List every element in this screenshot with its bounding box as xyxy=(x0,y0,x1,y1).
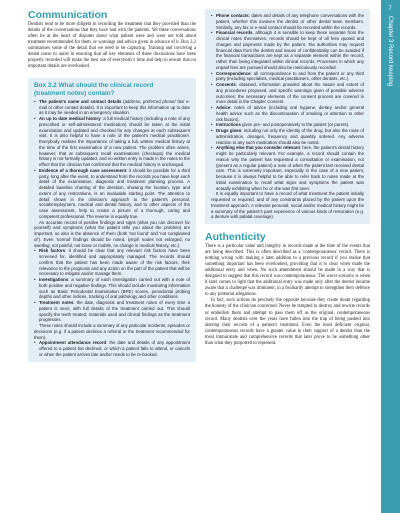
authenticity-paragraph-1: There is a particular value and integrity in records made at the time of the events that are being described. This is often described as a 'contemporaneous' record. There is nothing wrong with making a later addition to a previous record if you realise that something important has been overlooked, providing that it is clear when made the additional entry and when. No such amendment should be made in a way that is designed to suggest that this record was contemporaneous. The worst scenario is when it later comes to light that the additional entry was made only after the dentist became aware that a challenge was imminent, in a foolhardy attempt to strengthen their defence to any potential allegations. xyxy=(205,244,370,298)
box-list-3 xyxy=(34,340,190,357)
item-label: Advice xyxy=(216,105,231,110)
item-label: An up to date medical history xyxy=(39,116,101,122)
list-item xyxy=(34,300,190,323)
left-column xyxy=(28,9,196,362)
list-item xyxy=(34,116,190,168)
section-heading-authenticity: Authenticity xyxy=(205,231,266,243)
item-text: : dates and details of any telephone conversations with the patient, whether this involves the dentist or other dental team members. Similarly, any fax or e-mail contact should be recorded within the records. xyxy=(216,13,364,30)
box-3-2-continued xyxy=(205,9,370,224)
box-list-2 xyxy=(34,248,190,323)
item-text: , although it is sensible to keep these separate from the clinical notes themselves, records should be kept of all fees quoted and charges and payments made by the patient. Tax authorities may request financial data from the dentist and issues of confidentiality can be avoided if the financial transactions are kept as a separate element within the record, rather than being integrated within clinical records. Processes in which any unpaid fees are pursued should also be meticulously recorded. xyxy=(216,30,364,70)
box-list-continued xyxy=(211,13,364,191)
list-item xyxy=(34,168,190,220)
item-text: given pre- and postoperatively to the patient (or parent). xyxy=(240,122,350,128)
box-paragraph-history: It is equally important to have a record of what treatment the patient initially requested or required, and of any constraints placed by the patient upon the treatment approach. A relevant personal, social and/or medical history might be a summary of the patient's past experience of various kinds of restoration (e.g. a denture with palatal coverage). xyxy=(211,191,364,220)
item-text: : it should be possible for a third party, long after the event, to understand from the records you have kept each detail of the examination, diagnosis and treatment planning process. A detailed baseline charting of the dentition, showing the location, type and extent of any restorations, is an invaluable starting point. The attention to detail shown in the clinician's approach to the patient's personal, social/employment, medical and dental history, and to other aspects of the case assessment, help to create a picture of a thorough, caring and competent professional. The reverse is equally true. xyxy=(39,167,190,219)
list-item xyxy=(211,71,364,83)
list-item xyxy=(211,105,364,122)
item-text: : a full medical history (including a note of any prescribed or self-administered medication) should be taken at the initial examination and updated and checked for any changes at each subsequent visit. It is also helpful to have a note of the patient's medical practitioner. Everybody realises the importance of taking a full, written medical history at the time of the first examination of a new patient. The problem often arises, however, that at subsequent recall examinations (checkups) the medical history is not formally updated, and no written entry is made in the notes to the effect that the clinician has confirmed that the medical history is unchanged. xyxy=(39,116,190,168)
item-label: Instructions xyxy=(216,122,241,128)
list-item xyxy=(34,248,190,277)
list-item xyxy=(34,277,190,300)
box-paragraph-notes: These notes should include a summary of any particular incidents, episodes or decisions (e.g. if a patient declines a referral or the treatment recommended for them). xyxy=(34,323,190,340)
section-heading-communication: Communication xyxy=(28,9,108,21)
box-paragraph-findings: An accurate record of positive findings and signs (what you can discover for yourself) and symptoms (what the patient tells you about the problem) are important, so also is the absence of them (both 'not found' and 'not complained of'). Even 'normal' findings should be noted, lymph nodes not enlarged, no swelling, not painful, not loose or mobile, no change in medical history, etc.). xyxy=(34,219,190,248)
item-text: : it should be clear that any relevant risk factors have been screened for, identified and appropriately managed. The records should confirm that the patient has been made aware of the risk factors, their relevance to the prognosis and any action on the part of the patient that will be necessary to mitigate and/or manage them. xyxy=(39,248,190,277)
list-item xyxy=(211,30,364,70)
item-label: Risk factors xyxy=(39,248,66,254)
box-3-2 xyxy=(28,78,196,361)
item-text: : notes of advice (including oral hygiene, dietary and/or general health advice such as the discontinuation of smoking or attention to other risk factors). xyxy=(216,105,364,122)
authenticity-paragraph-2: In fact, such actions do precisely the opposite because they create doubt regarding the honesty of the clinician concerned. Never be tempted to destroy and rewrite records or embellish them and attempt to pass them off as the original, contemporaneous record. Many dentists over the years have fallen into the trap of being pushed into altering their records of a patient's treatment. Even the most deficient original, contemporaneous records have a greater value in their support of a dentist than the most immaculate and comprehensive records that later prove to be something other than what they purported to represent. xyxy=(205,298,370,346)
list-item xyxy=(34,99,190,116)
item-label: Drugs given xyxy=(216,128,242,133)
item-label: Treatment notes xyxy=(39,300,74,306)
item-text: (address, preferred phone/ fax/ e-mail or other contact details). It is important to keep this information up to date as it may be needed in an emergency situation. xyxy=(39,98,190,116)
list-item xyxy=(211,82,364,105)
box-title xyxy=(34,82,190,96)
item-text: : including not only the identity of the drug, but also the route of administration, dosages, frequency and quantity ordered. Any adverse reaction to any such medication should also be noted. xyxy=(216,128,365,145)
list-item xyxy=(211,13,364,30)
list-item xyxy=(211,145,364,191)
box-title-line-1: Box 3.2 What should the clinical record xyxy=(34,82,154,90)
item-label: Phone contacts xyxy=(216,13,249,18)
chapter-label: Chapter 3 Record keeping xyxy=(387,16,393,87)
item-text: : the date, diagnosis and treatment notes of every time a patient is seen, with full details of the treatment carried out. This should specify the teeth treated, materials used and clinical findings as the treatment progresses. xyxy=(39,300,190,323)
box-title-line-2: (treatment notes) contain? xyxy=(34,89,115,97)
item-label: Investigations xyxy=(39,277,69,283)
communication-paragraph: Dentists tend to be more diligent in recording the treatment that they provided than the details of the conversations that they have had with the patients. Yet these conversations often lie at the heart of disputes about what patient were and were not told about treatment recommended for them, or warnings and advice given in advance of it. Box 3.2 summarises some of the detail that we need to be capturing. Training and involving a dental nurse to assist in ensuring that all key elements of these discussions have been properly recorded will make the best use of everybody's time and help to ensure that no important details are overlooked. xyxy=(28,22,196,70)
item-text: : here, the patient's dental history might be particularly relevant. For example, a record should contain the reason why the patient has requested a consultation or examination, not (present as a regular patient) a note of when the patient last received dental care. This is extremely important, especially in the case of a new patient, because it is always helpful to be able to refer back to notes made at the initial examination to recall what signs and symptoms the patient was actually exhibiting when he or she was first seen. xyxy=(216,145,364,191)
page-number: 7 xyxy=(388,6,392,12)
item-label: Anything else that you consider relevant xyxy=(216,145,300,151)
box-list-1 xyxy=(34,99,190,220)
item-label: Correspondence xyxy=(216,70,251,76)
item-label: Evidence of a thorough case assessment xyxy=(39,167,127,173)
item-label: Appointment attendance record xyxy=(39,340,107,346)
list-item xyxy=(34,340,190,357)
right-column xyxy=(205,9,370,347)
item-text: : all correspondence to and from the patient or any third party (including specialists, medical practitioners, other dentists, etc.). xyxy=(216,70,364,82)
list-item xyxy=(211,128,364,145)
item-label: Consents xyxy=(216,82,236,87)
item-label: The patient's name and contact details xyxy=(39,98,122,104)
item-text: : obtained, information provided about the nature and extent of any procedures proposed, and specific warnings given of possible adverse outcomes: the necessary elements of the consent process are covered in more detail in the Chapter Consent. xyxy=(216,82,364,105)
item-text: : a summary of each investigation carried out with a note of both positive and negative findings. This should include monitoring information such as Basic Periodontal Examination (BPE) scores, periodontal probing depths and other indices, tracking of oral pathology and other conditions. xyxy=(39,277,190,300)
item-text: : the date and details of any appointment offered to a patient but declined, or which a patient fails to attend, or cancels or when the patient arrives late and/or needs to be re-booked. xyxy=(39,340,190,357)
item-label: Financial records xyxy=(216,30,253,36)
